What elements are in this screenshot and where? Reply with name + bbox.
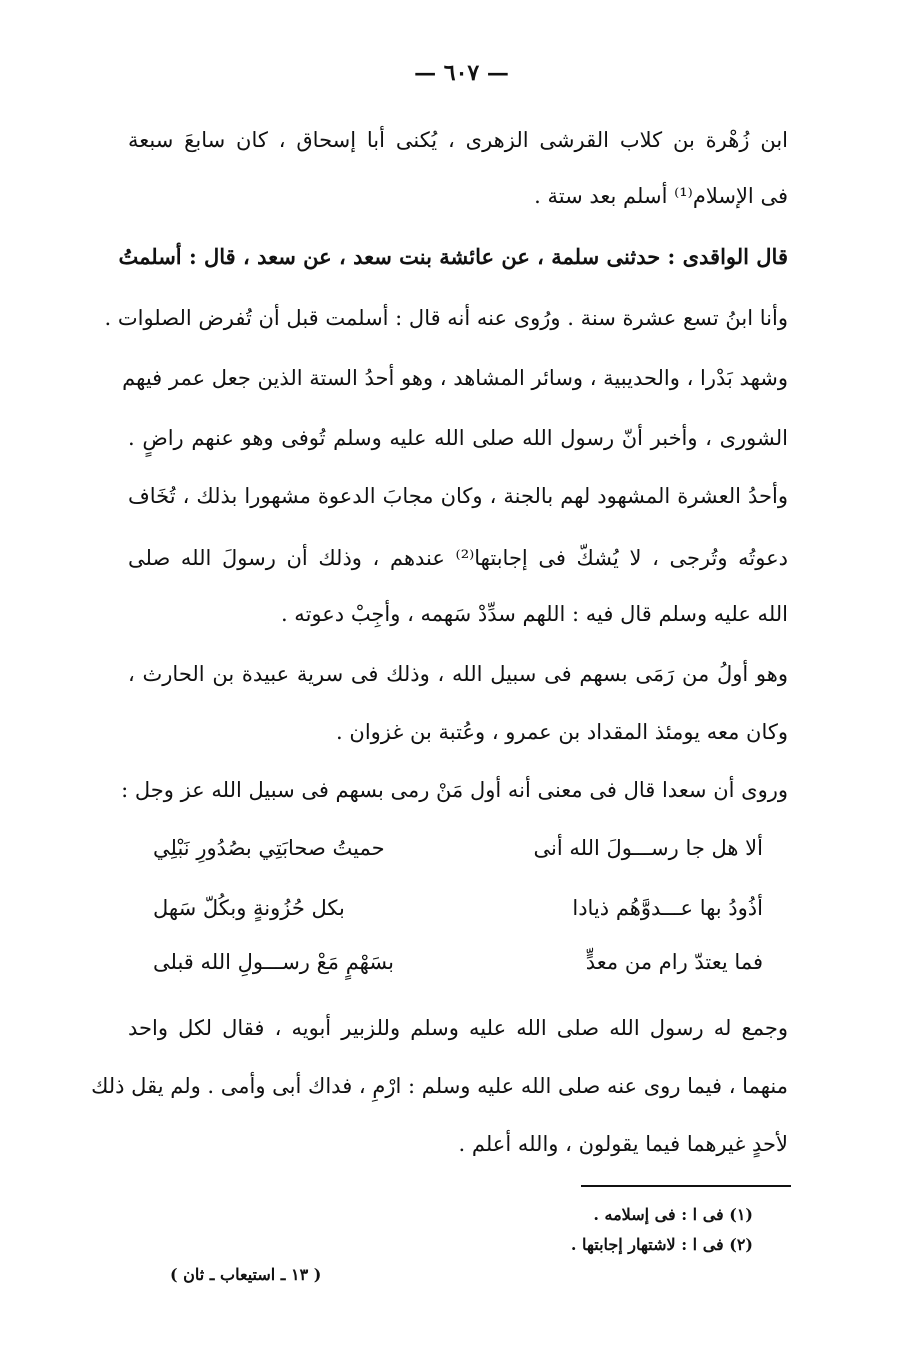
poem-verse (153, 896, 763, 920)
verse-second-hemistich: بكل حُزُونةٍ وبكُلّ سَهل (153, 896, 345, 920)
printer-signature: ( ١٣ ـ استيعاب ـ ثان ) (170, 1265, 322, 1284)
verse-first-hemistich: فما يعتدّ رام من معدٍّ (585, 950, 763, 974)
text-line: الله عليه وسلم قال فيه : اللهم سدِّدْ سَهمه ، وأجِبْ دعوته . (280, 602, 788, 626)
text-line: فى الإسلام⁽¹⁾ أسلم بعد ستة . (534, 184, 788, 208)
text-line: وأنا ابنُ تسع عشرة سنة . ورُوى عنه أنه قال : أسلمت قبل أن تُفرض الصلوات . (104, 306, 788, 330)
text-line: ابن زُهْرة بن كلاب القرشى الزهرى ، يُكنى أبا إسحاق ، كان سابعَ سبعة (128, 128, 788, 152)
poem-verse (153, 950, 763, 974)
page-number: — ٦٠٧ — (414, 60, 509, 86)
text-line: وهو أولُ من رَمَى بسهم فى سبيل الله ، وذلك فى سرية عبيدة بن الحارث ، (128, 662, 788, 686)
text-line: وجمع له رسول الله صلى الله عليه وسلم وللزبير أبويه ، فقال لكل واحد (128, 1016, 788, 1040)
text-line: وروى أن سعدا قال فى معنى أنه أول مَنْ رمى بسهم فى سبيل الله عز وجل : (121, 778, 788, 802)
verse-second-hemistich: بسَهْمٍ مَعْ رســـولِ الله قبلى (153, 950, 394, 974)
text-line: الشورى ، وأخبر أنّ رسول الله صلى الله عليه وسلم تُوفى وهو عنهم راضٍ . (128, 426, 788, 450)
footnote: (٢) فى ا : لاشتهار إجابتها . (570, 1235, 753, 1254)
footnote: (١) فى ا : فى إسلامه . (593, 1205, 753, 1224)
verse-second-hemistich: حميتُ صحابَتِي بصُدُورِ نَبْلِي (153, 836, 385, 860)
text-line: لأحدٍ غيرهما فيما يقولون ، والله أعلم . (458, 1132, 788, 1156)
verse-first-hemistich: أذُودُ بها عـــدوَّهُم ذيادا (572, 896, 763, 920)
text-line: وكان معه يومئذ المقداد بن عمرو ، وعُتبة بن غزوان . (336, 720, 788, 744)
text-line: منهما ، فيما روى عنه صلى الله عليه وسلم : ارْمِ ، فداك أبى وأمى . ولم يقل ذلك (91, 1074, 788, 1098)
text-line: وأحدُ العشرة المشهود لهم بالجنة ، وكان مجابَ الدعوة مشهورا بذلك ، تُخَاف (128, 484, 788, 508)
footnote-divider (581, 1185, 791, 1187)
text-line: دعوتُه وتُرجى ، لا يُشكّ فى إجابتها⁽²⁾ عندهم ، وذلك أن رسولَ الله صلى (128, 546, 788, 570)
poem-verse (153, 836, 763, 860)
text-line: وشهد بَدْرا ، والحديبية ، وسائر المشاهد ، وهو أحدُ الستة الذين جعل عمر فيهم (122, 366, 788, 390)
text-line: قال الواقدى : حدثنى سلمة ، عن عائشة بنت سعد ، عن سعد ، قال : أسلمتُ (118, 244, 788, 269)
verse-first-hemistich: ألا هل جا رســـولَ الله أنى (533, 836, 763, 860)
